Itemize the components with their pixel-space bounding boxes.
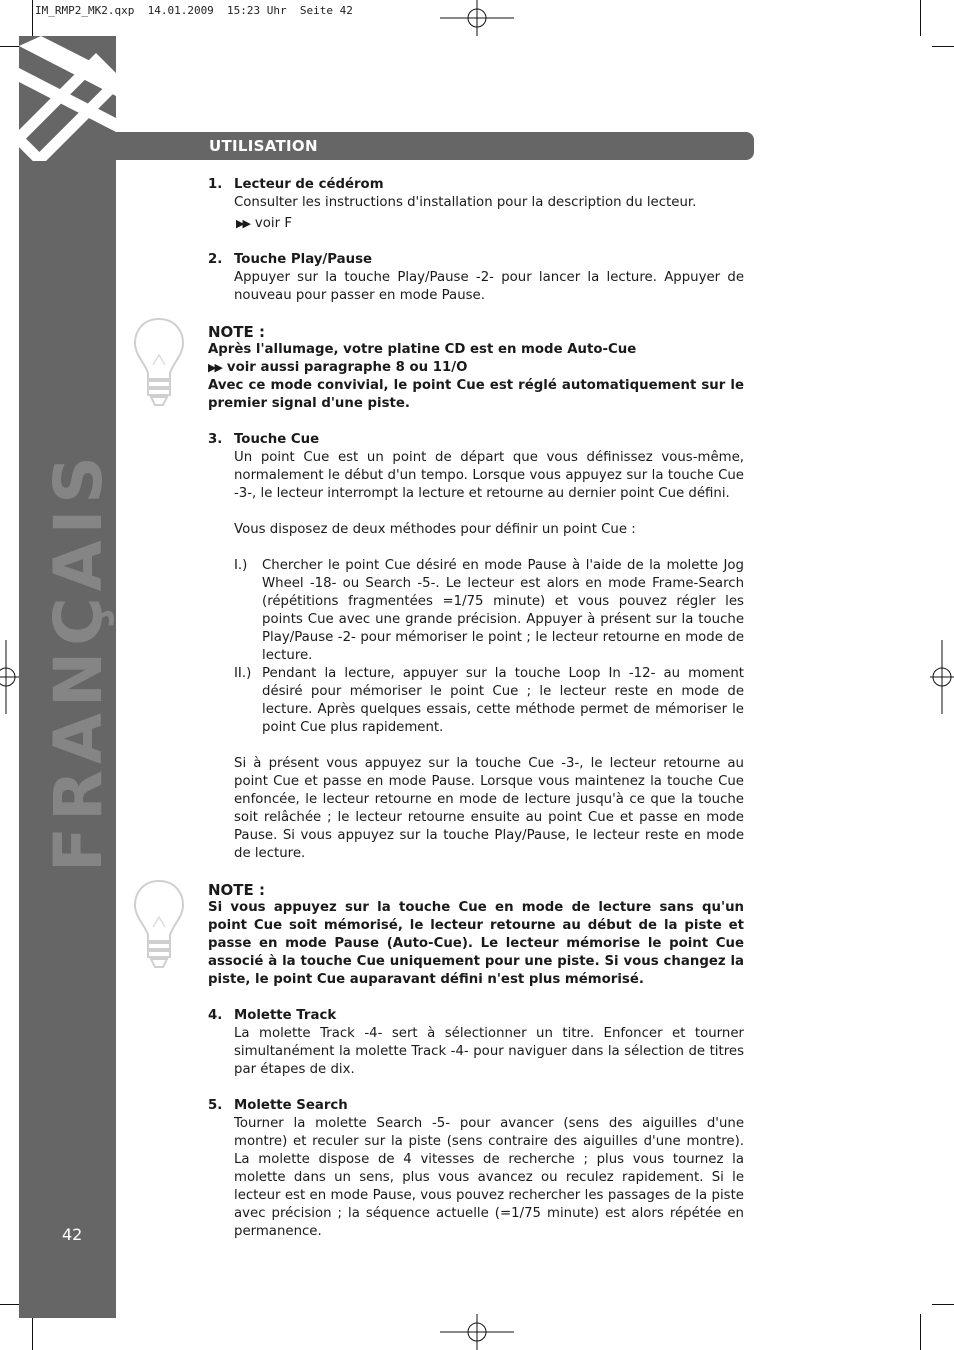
- note-reference: [208, 359, 744, 377]
- item-body: Appuyer sur la touche Play/Pause -2- pour lancer la lecture. Appuyer de nouveau pour passer en mode Pause.: [234, 270, 744, 303]
- lightbulb-icon: [133, 317, 185, 409]
- double-arrow-icon: ▶▶: [208, 361, 221, 374]
- section-title: UTILISATION: [209, 137, 318, 155]
- method-text: Chercher le point Cue désiré en mode Pause à l'aide de la molette Jog Wheel -18- ou Search -5-. Le lecteur est alors en mode Frame-Search (répétitions fragmentées =1/75 minute) et vous pouvez régler les points Cue avec une grande précision. Appuyer à présent sur la touche Play/Pause -2- pour mémoriser le point ; le lecteur retourne en mode de lecture.: [262, 558, 744, 663]
- sidebar: [19, 36, 116, 1318]
- item-body: Un point Cue est un point de départ que vous définissez vous-même, normalement le début d'un tempo. Lorsque vous appuyez sur la touche Cue -3-, le lecteur interrompt la lecture et retourne au dernier point Cue défini.: [234, 450, 744, 501]
- note-auto-cue: [208, 323, 744, 413]
- note-title: NOTE :: [208, 323, 266, 341]
- cross-reference: [234, 215, 744, 233]
- language-label: FRANÇAIS: [40, 450, 117, 872]
- note-line: Après l'allumage, votre platine CD est en mode Auto-Cue: [208, 342, 637, 357]
- item-track-wheel: [208, 1007, 744, 1079]
- lightbulb-icon: [133, 879, 185, 971]
- double-arrow-icon: ▶▶: [236, 217, 249, 230]
- item-cd-drive: [208, 176, 744, 233]
- item-search-wheel: [208, 1097, 744, 1241]
- item-body: Consulter les instructions d'installation pour la description du lecteur.: [234, 195, 697, 210]
- item-title: Molette Search: [234, 1098, 348, 1113]
- registration-mark-right: [930, 640, 954, 714]
- item-number: 3.: [208, 432, 223, 447]
- main-content: [208, 176, 744, 1241]
- method-label: I.): [234, 558, 248, 573]
- item-number: 5.: [208, 1098, 223, 1113]
- item-outro: Si à présent vous appuyez sur la touche Cue -3-, le lecteur retourne au point Cue et passe en mode Pause. Lorsque vous maintenez la touche Cue enfoncée, le lecteur retourne en mode de lecture jusqu'à ce que la touche soit relâchée ; le lecteur retourne ensuite au point Cue et passe en mode Pause. Si vous appuyez sur la touche Play/Pause, le lecteur reste en mode de lecture.: [234, 756, 744, 861]
- registration-mark-bottom: [440, 1314, 514, 1350]
- item-body: Tourner la molette Search -5- pour avancer (sens des aiguilles d'une montre) et reculer sur la piste (sens contraire des aiguilles d'une montre). La molette dispose de 4 vitesses de recherche ; plus vous tournez la molette dans un sens, plus vous avancez ou reculez rapidement. Si le lecteur est en mode Pause, vous pouvez rechercher les passages de la piste avec précision ; la séquence actuelle (=1/75 minute) est alors répétée en permanence.: [234, 1116, 744, 1239]
- note-title: NOTE :: [208, 881, 266, 899]
- item-title: Lecteur de cédérom: [234, 177, 384, 192]
- registration-mark-top: [440, 0, 514, 36]
- page-number: 42: [62, 1225, 83, 1244]
- method-label: II.): [234, 666, 252, 681]
- brand-stripes-logo: [19, 36, 116, 161]
- reference-text: voir F: [254, 216, 292, 231]
- item-number: 1.: [208, 177, 223, 192]
- registration-mark-left: [0, 640, 20, 714]
- method-1: [234, 557, 744, 665]
- item-body: La molette Track -4- sert à sélectionner un titre. Enfoncer et tourner simultanément la molette Track -4- pour naviguer dans la sélection de titres par étapes de dix.: [234, 1026, 744, 1077]
- item-title: Touche Play/Pause: [234, 252, 373, 267]
- item-number: 2.: [208, 252, 223, 267]
- item-cue-button: [208, 431, 744, 863]
- print-slug: IM_RMP2_MK2.qxp 14.01.2009 15:23 Uhr Seite 42: [35, 4, 353, 17]
- method-text: Pendant la lecture, appuyer sur la touche Loop In -12- au moment désiré pour mémoriser le point Cue ; le lecteur reste en mode de lecture. Après quelques essais, cette méthode permet de mémoriser le point Cue plus rapidement.: [262, 666, 744, 735]
- reference-text: voir aussi paragraphe 8 ou 11/O: [226, 360, 468, 375]
- note-body: Si vous appuyez sur la touche Cue en mode de lecture sans qu'un point Cue soit mémorisé, le lecteur retourne au début de la piste et passe en mode Pause (Auto-Cue). Le lecteur mémorise le point Cue associé à la touche Cue uniquement pour une piste. Si vous changez la piste, le point Cue auparavant défini n'est plus mémorisé.: [208, 900, 744, 987]
- method-2: [234, 665, 744, 737]
- item-number: 4.: [208, 1008, 223, 1023]
- note-line: Avec ce mode convivial, le point Cue est réglé automatiquement sur le premier signal d'une piste.: [208, 378, 744, 411]
- item-play-pause: [208, 251, 744, 305]
- methods-intro: Vous disposez de deux méthodes pour définir un point Cue :: [234, 522, 636, 537]
- item-title: Touche Cue: [234, 432, 320, 447]
- note-cue-memory: [208, 881, 744, 989]
- item-title: Molette Track: [234, 1008, 337, 1023]
